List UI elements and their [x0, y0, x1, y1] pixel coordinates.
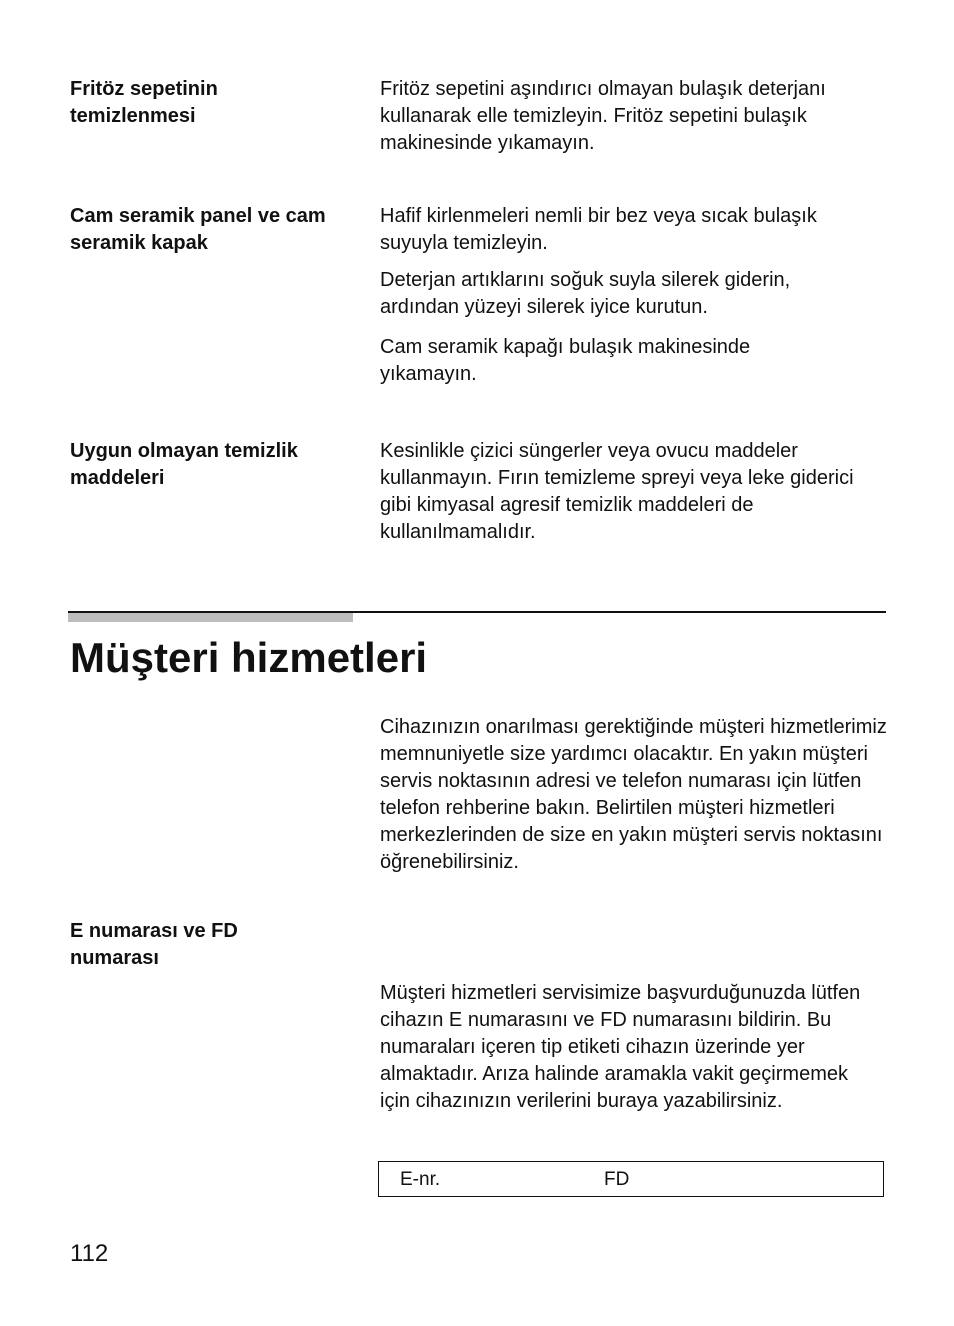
- text-customer-service-intro: Cihazınızın onarılması gerektiğinde müşteri hizmetlerimiz memnuniyetle size yardımcı olacaktır. En yakın müşteri servis noktasının adresi ve telefon numarası için lütfen telefon rehberine bakın. Belirtilen müşteri hizmetleri merkezlerinden de size en yakın müşteri servis noktasını öğrenebilirsiniz.: [380, 716, 887, 873]
- label-glass-ceramic: Cam seramik panel ve cam seramik kapak: [70, 205, 326, 254]
- enr-fd-form-box: [378, 1161, 884, 1197]
- label-unsuitable-cleaners: Uygun olmayan temizlik maddeleri: [70, 440, 298, 489]
- label-enr-fd: E numarası ve FD numarası: [70, 920, 238, 969]
- section-rule-thin: [68, 611, 886, 613]
- page-number: 112: [70, 1240, 109, 1267]
- label-fryer-basket: Fritöz sepetinin temizlenmesi: [70, 78, 218, 127]
- enr-field-label: E-nr.: [400, 1169, 441, 1190]
- section-rule-thick: [68, 613, 353, 622]
- text-glass-ceramic-3: Cam seramik kapağı bulaşık makinesinde yıkamayın.: [380, 336, 751, 385]
- text-enr-fd: Müşteri hizmetleri servisimize başvurduğunuzda lütfen cihazın E numarasını ve FD numarasını bildirin. Bu numaraları içeren tip etiketi cihazın üzerinde yer almaktadır. Arıza halinde aramakla vakit geçirmemek için cihazınızın verilerini buraya yazabilirsiniz.: [380, 982, 861, 1112]
- text-fryer-basket: Fritöz sepetini aşındırıcı olmayan bulaşık deterjanı kullanarak elle temizleyin. Fritöz sepetini bulaşık makinesinde yıkamayın.: [380, 78, 826, 154]
- section-title: Müşteri hizmetleri: [70, 634, 428, 681]
- text-unsuitable-cleaners: Kesinlikle çizici süngerler veya ovucu maddeler kullanmayın. Fırın temizleme spreyi veya leke giderici gibi kimyasal agresif temizlik maddeleri de kullanılmamalıdır.: [380, 440, 854, 543]
- text-glass-ceramic-1: Hafif kirlenmeleri nemli bir bez veya sıcak bulaşık suyuyla temizleyin.: [380, 205, 817, 254]
- fd-field-label: FD: [604, 1169, 630, 1190]
- text-glass-ceramic-2: Deterjan artıklarını soğuk suyla silerek giderin, ardından yüzeyi silerek iyice kurutun.: [380, 269, 791, 318]
